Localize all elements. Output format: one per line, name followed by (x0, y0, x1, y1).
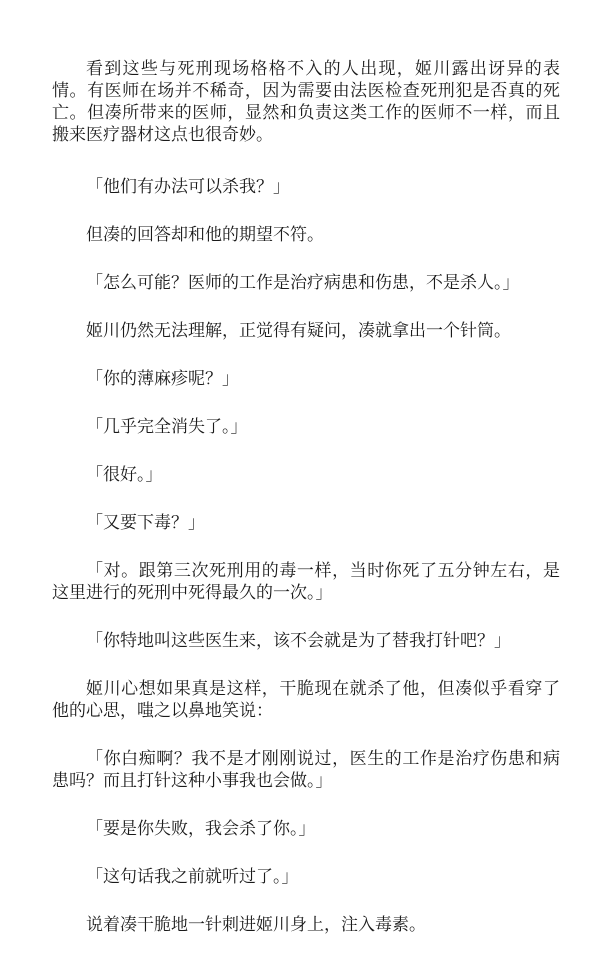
paragraph: 说着凑干脆地一针刺进姬川身上，注入毒素。 (86, 915, 426, 935)
book-page (52, 58, 560, 962)
paragraph: 姬川仍然无法理解，正觉得有疑问，凑就拿出一个针筒。 (86, 321, 511, 341)
paragraph: 「这句话我之前就听过了。」 (86, 867, 299, 887)
paragraph: 「要是你失败，我会杀了你。」 (86, 819, 316, 839)
paragraph: 「你特地叫这些医生来，该不会就是为了替我打针吧？」 (86, 631, 511, 651)
paragraph: 「他们有办法可以杀我？」 (86, 177, 290, 197)
paragraph: 「很好。」 (86, 465, 163, 485)
paragraph: 但凑的回答却和他的期望不符。 (86, 225, 324, 245)
paragraph: 「又要下毒？」 (86, 513, 205, 533)
paragraph: 「你白痴啊？我不是才刚刚说过，医生的工作是治疗伤患和病患吗？而且打针这种小事我也会做。」 (52, 749, 560, 791)
paragraph: 「对。跟第三次死刑用的毒一样，当时你死了五分钟左右，是这里进行的死刑中死得最久的一次。」 (52, 561, 560, 603)
paragraph: 「几乎完全消失了。」 (86, 417, 248, 437)
paragraph: 姬川心想如果真是这样，干脆现在就杀了他，但凑似乎看穿了他的心思，嗤之以鼻地笑说： (52, 679, 560, 721)
paragraph: 看到这些与死刑现场格格不入的人出现，姬川露出讶异的表情。有医师在场并不稀奇，因为需要由法医检查死刑犯是否真的死亡。但凑所带来的医师，显然和负责这类工作的医师不一样，而且搬来医疗器材这点也很奇妙。 (52, 59, 560, 145)
paragraph: 「怎么可能？医师的工作是治疗病患和伤患，不是杀人。」 (86, 273, 520, 293)
paragraph: 「你的薄麻疹呢？」 (86, 369, 239, 389)
